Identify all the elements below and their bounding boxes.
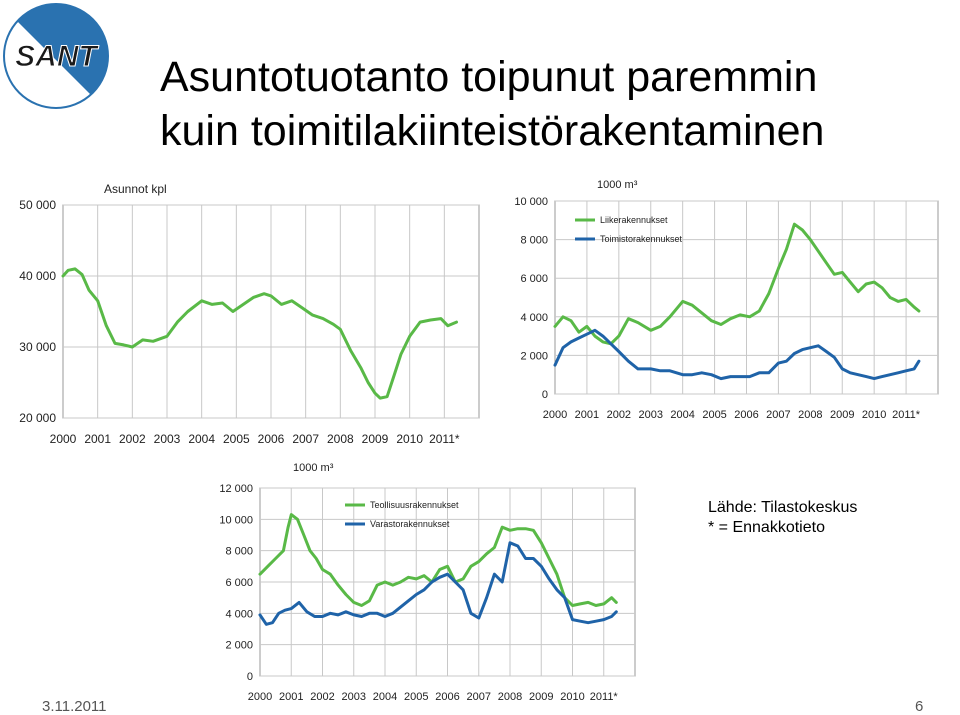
chart-commercial-office <box>495 172 960 427</box>
x-tick-label: 2009 <box>529 691 554 703</box>
x-tick-label: 2010 <box>861 409 887 421</box>
x-tick-label: 2003 <box>638 409 663 421</box>
x-tick-label: 2001 <box>574 409 600 421</box>
x-tick-label: 2006 <box>257 432 285 446</box>
title-line-1: Asuntotuotanto toipunut paremmin <box>160 53 818 101</box>
x-tick-label: 2005 <box>404 691 429 703</box>
x-tick-label: 2000 <box>542 409 568 421</box>
y-tick-label: 4 000 <box>520 311 548 324</box>
x-tick-label: 2002 <box>310 691 335 703</box>
x-tick-label: 2009 <box>361 432 389 446</box>
unit-label: 1000 m³ <box>597 179 638 191</box>
x-tick-label: 2008 <box>326 432 354 446</box>
x-tick-label: 2003 <box>341 691 366 703</box>
x-tick-label: 2011* <box>892 409 921 421</box>
chart-industrial-warehouse <box>195 455 645 705</box>
unit-label: 1000 m³ <box>293 462 334 474</box>
source-line: Lähde: Tilastokeskus <box>708 499 858 516</box>
x-tick-label: 2011* <box>429 432 460 446</box>
chart-svg <box>195 455 645 705</box>
chart-svg <box>0 175 485 450</box>
legend-label: Liikerakennukset <box>600 215 668 225</box>
x-tick-label: 2007 <box>292 432 320 446</box>
legend-label: Toimistorakennukset <box>600 234 683 244</box>
x-tick-label: 2006 <box>435 691 460 703</box>
legend-label: Teollisuusrakennukset <box>370 500 459 510</box>
y-tick-label: 8 000 <box>520 234 548 247</box>
x-tick-label: 2002 <box>606 409 632 421</box>
y-tick-label: 0 <box>246 671 253 683</box>
title-line-2: kuin toimitilakiinteistörakentaminen <box>160 107 825 155</box>
x-tick-label: 2007 <box>466 691 491 703</box>
y-tick-label: 0 <box>541 389 548 401</box>
x-tick-label: 2005 <box>702 409 727 421</box>
preliminary-note: * = Ennakkotieto <box>708 519 825 536</box>
y-tick-label: 6 000 <box>225 577 253 589</box>
y-tick-label: 8 000 <box>225 545 253 558</box>
unit-label: Asunnot kpl <box>104 182 167 196</box>
x-tick-label: 2001 <box>84 432 112 446</box>
x-tick-label: 2009 <box>830 409 855 421</box>
footer-date: 3.11.2011 <box>42 698 107 715</box>
x-tick-label: 2006 <box>734 409 759 421</box>
x-tick-label: 2002 <box>118 432 146 446</box>
x-tick-label: 2010 <box>560 691 585 703</box>
y-tick-label: 30 000 <box>19 340 56 354</box>
x-tick-label: 2004 <box>372 691 398 703</box>
y-tick-label: 6 000 <box>520 273 548 286</box>
y-tick-label: 50 000 <box>19 198 56 212</box>
chart-housing-production <box>0 175 485 450</box>
x-tick-label: 2005 <box>222 432 250 446</box>
page-number: 6 <box>915 698 924 715</box>
chart-svg <box>495 172 960 427</box>
x-tick-label: 2000 <box>247 691 273 703</box>
x-tick-label: 2004 <box>670 409 695 421</box>
x-tick-label: 2010 <box>396 432 424 446</box>
y-tick-label: 40 000 <box>19 269 56 283</box>
legend-label: Varastorakennukset <box>370 519 450 529</box>
y-tick-label: 20 000 <box>19 411 56 425</box>
y-tick-label: 2 000 <box>520 350 548 363</box>
logo-text: SANT <box>15 40 97 73</box>
x-tick-label: 2011* <box>589 691 618 703</box>
y-tick-label: 2 000 <box>225 639 253 652</box>
sant-logo-mark <box>0 0 112 112</box>
x-tick-label: 2007 <box>766 409 791 421</box>
source-note <box>708 498 857 538</box>
x-tick-label: 2001 <box>279 691 304 703</box>
x-tick-label: 2004 <box>188 432 216 446</box>
x-tick-label: 2000 <box>49 432 77 446</box>
x-tick-label: 2008 <box>497 691 523 703</box>
y-tick-label: 12 000 <box>219 483 253 495</box>
y-tick-label: 10 000 <box>514 196 548 208</box>
slide-title <box>160 50 824 158</box>
x-tick-label: 2003 <box>153 432 181 446</box>
y-tick-label: 4 000 <box>225 608 253 621</box>
sant-logo <box>0 0 112 112</box>
x-tick-label: 2008 <box>798 409 823 421</box>
y-tick-label: 10 000 <box>219 514 253 527</box>
